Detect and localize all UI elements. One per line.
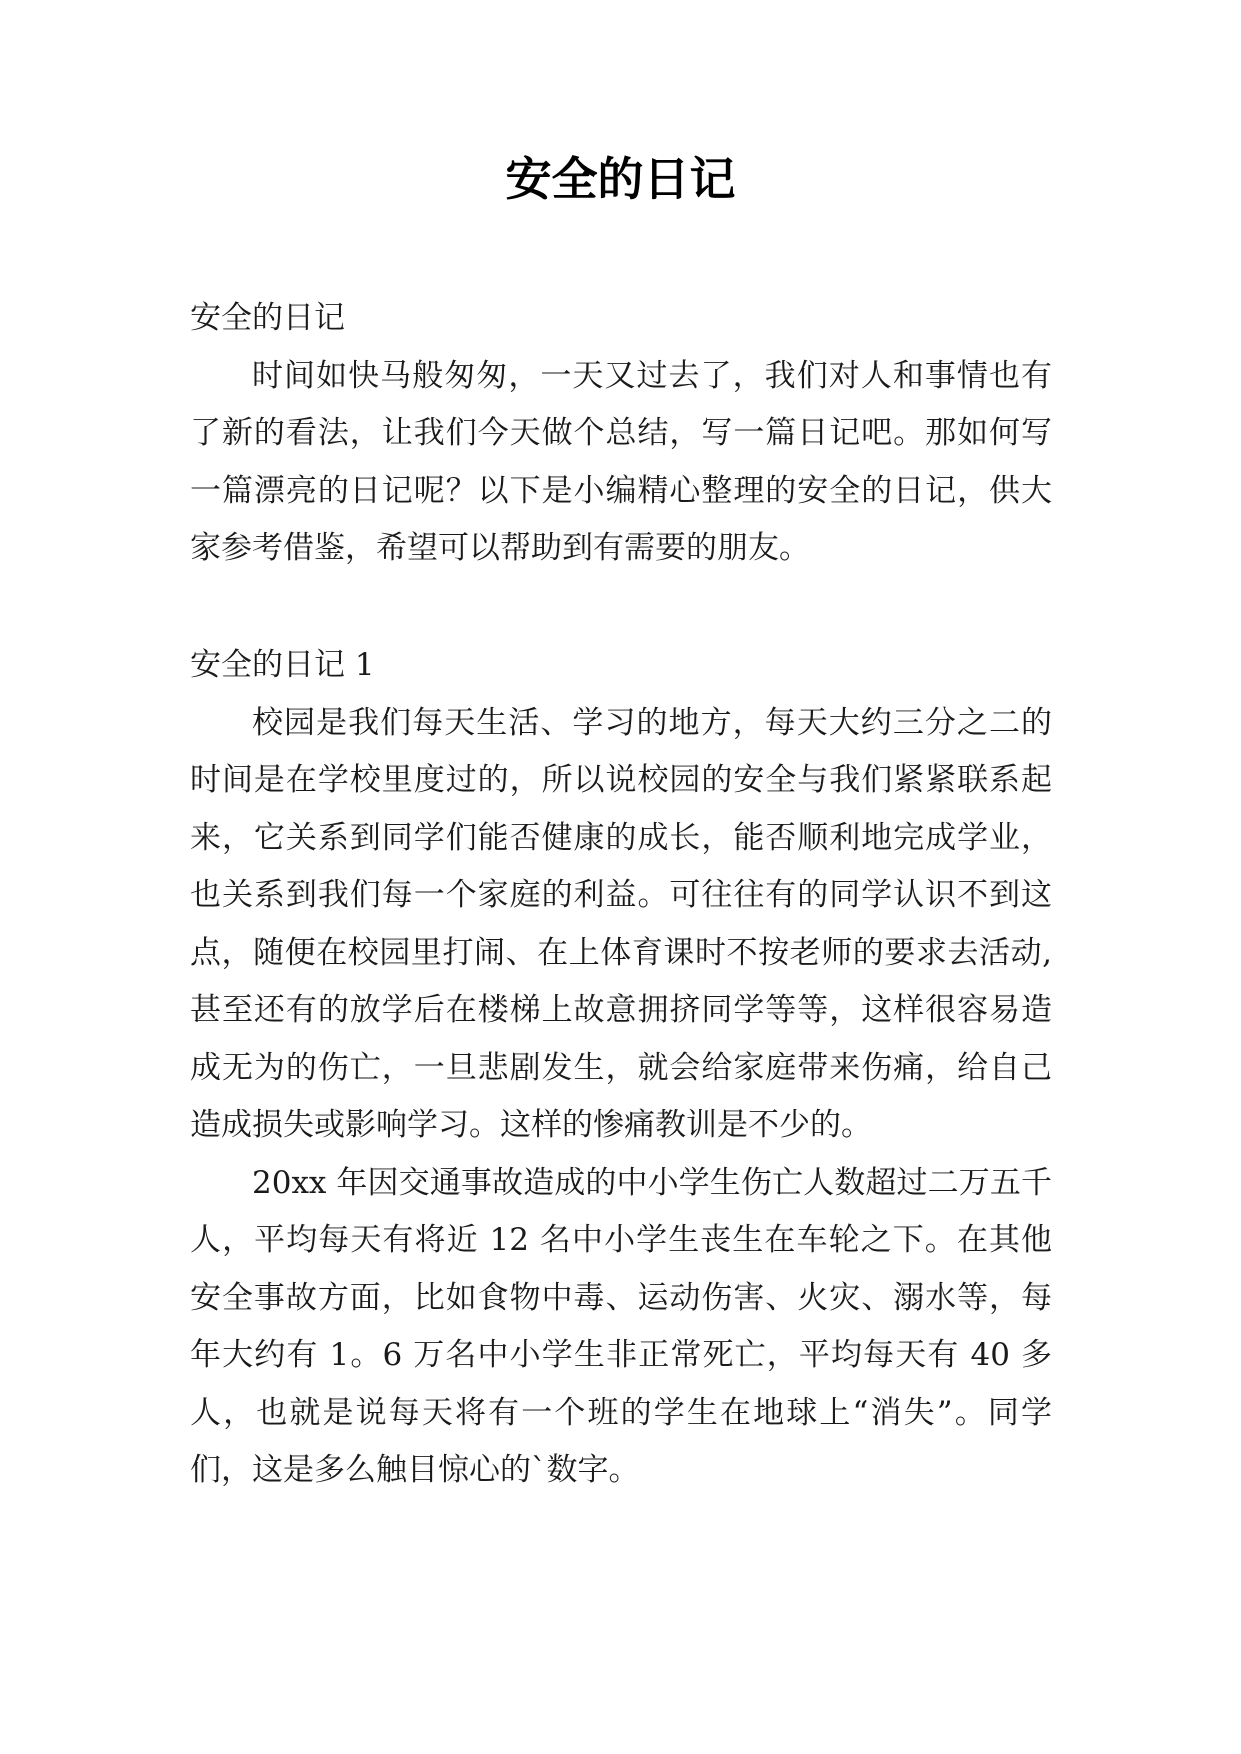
section-paragraph-1: 校园是我们每天生活、学习的地方，每天大约三分之二的时间是在学校里度过的，所以说校园的安全与我们紧紧联系起来，它关系到同学们能否健康的成长，能否顺利地完成学业，也关系到我们每一个家庭的利益。可往往有的同学认识不到这点，随便在校园里打闹、在上体育课时不按老师的要求去活动,甚至还有的放学后在楼梯上故意拥挤同学等等，这样很容易造成无为的伤亡，一旦悲剧发生，就会给家庭带来伤痛，给自己造成损失或影响学习。这样的惨痛教训是不少的。 [190, 704, 1052, 1143]
document-title: 安全的日记 [505, 152, 736, 206]
diary-section-1 [190, 637, 1052, 1500]
section-heading: 安全的日记 1 [190, 647, 375, 683]
section-paragraph-2: 20xx 年因交通事故造成的中小学生伤亡人数超过二万五千人，平均每天有将近 12 名中小学生丧生在车轮之下。在其他安全事故方面，比如食物中毒、运动伤害、火灾、溺水等，每年大约有 1。6 万名中小学生非正常死亡，平均每天有 40 多人，也就是说每天将有一个班的学生在地球上“消失”。同学们，这是多么触目惊心的`数字。 [190, 1164, 1052, 1488]
intro-section [190, 290, 1052, 578]
intro-paragraph: 时间如快马般匆匆，一天又过去了，我们对人和事情也有了新的看法，让我们今天做个总结，写一篇日记吧。那如何写一篇漂亮的日记呢？以下是小编精心整理的安全的日记，供大家参考借鉴，希望可以帮助到有需要的朋友。 [190, 357, 1052, 566]
intro-heading: 安全的日记 [190, 300, 345, 336]
